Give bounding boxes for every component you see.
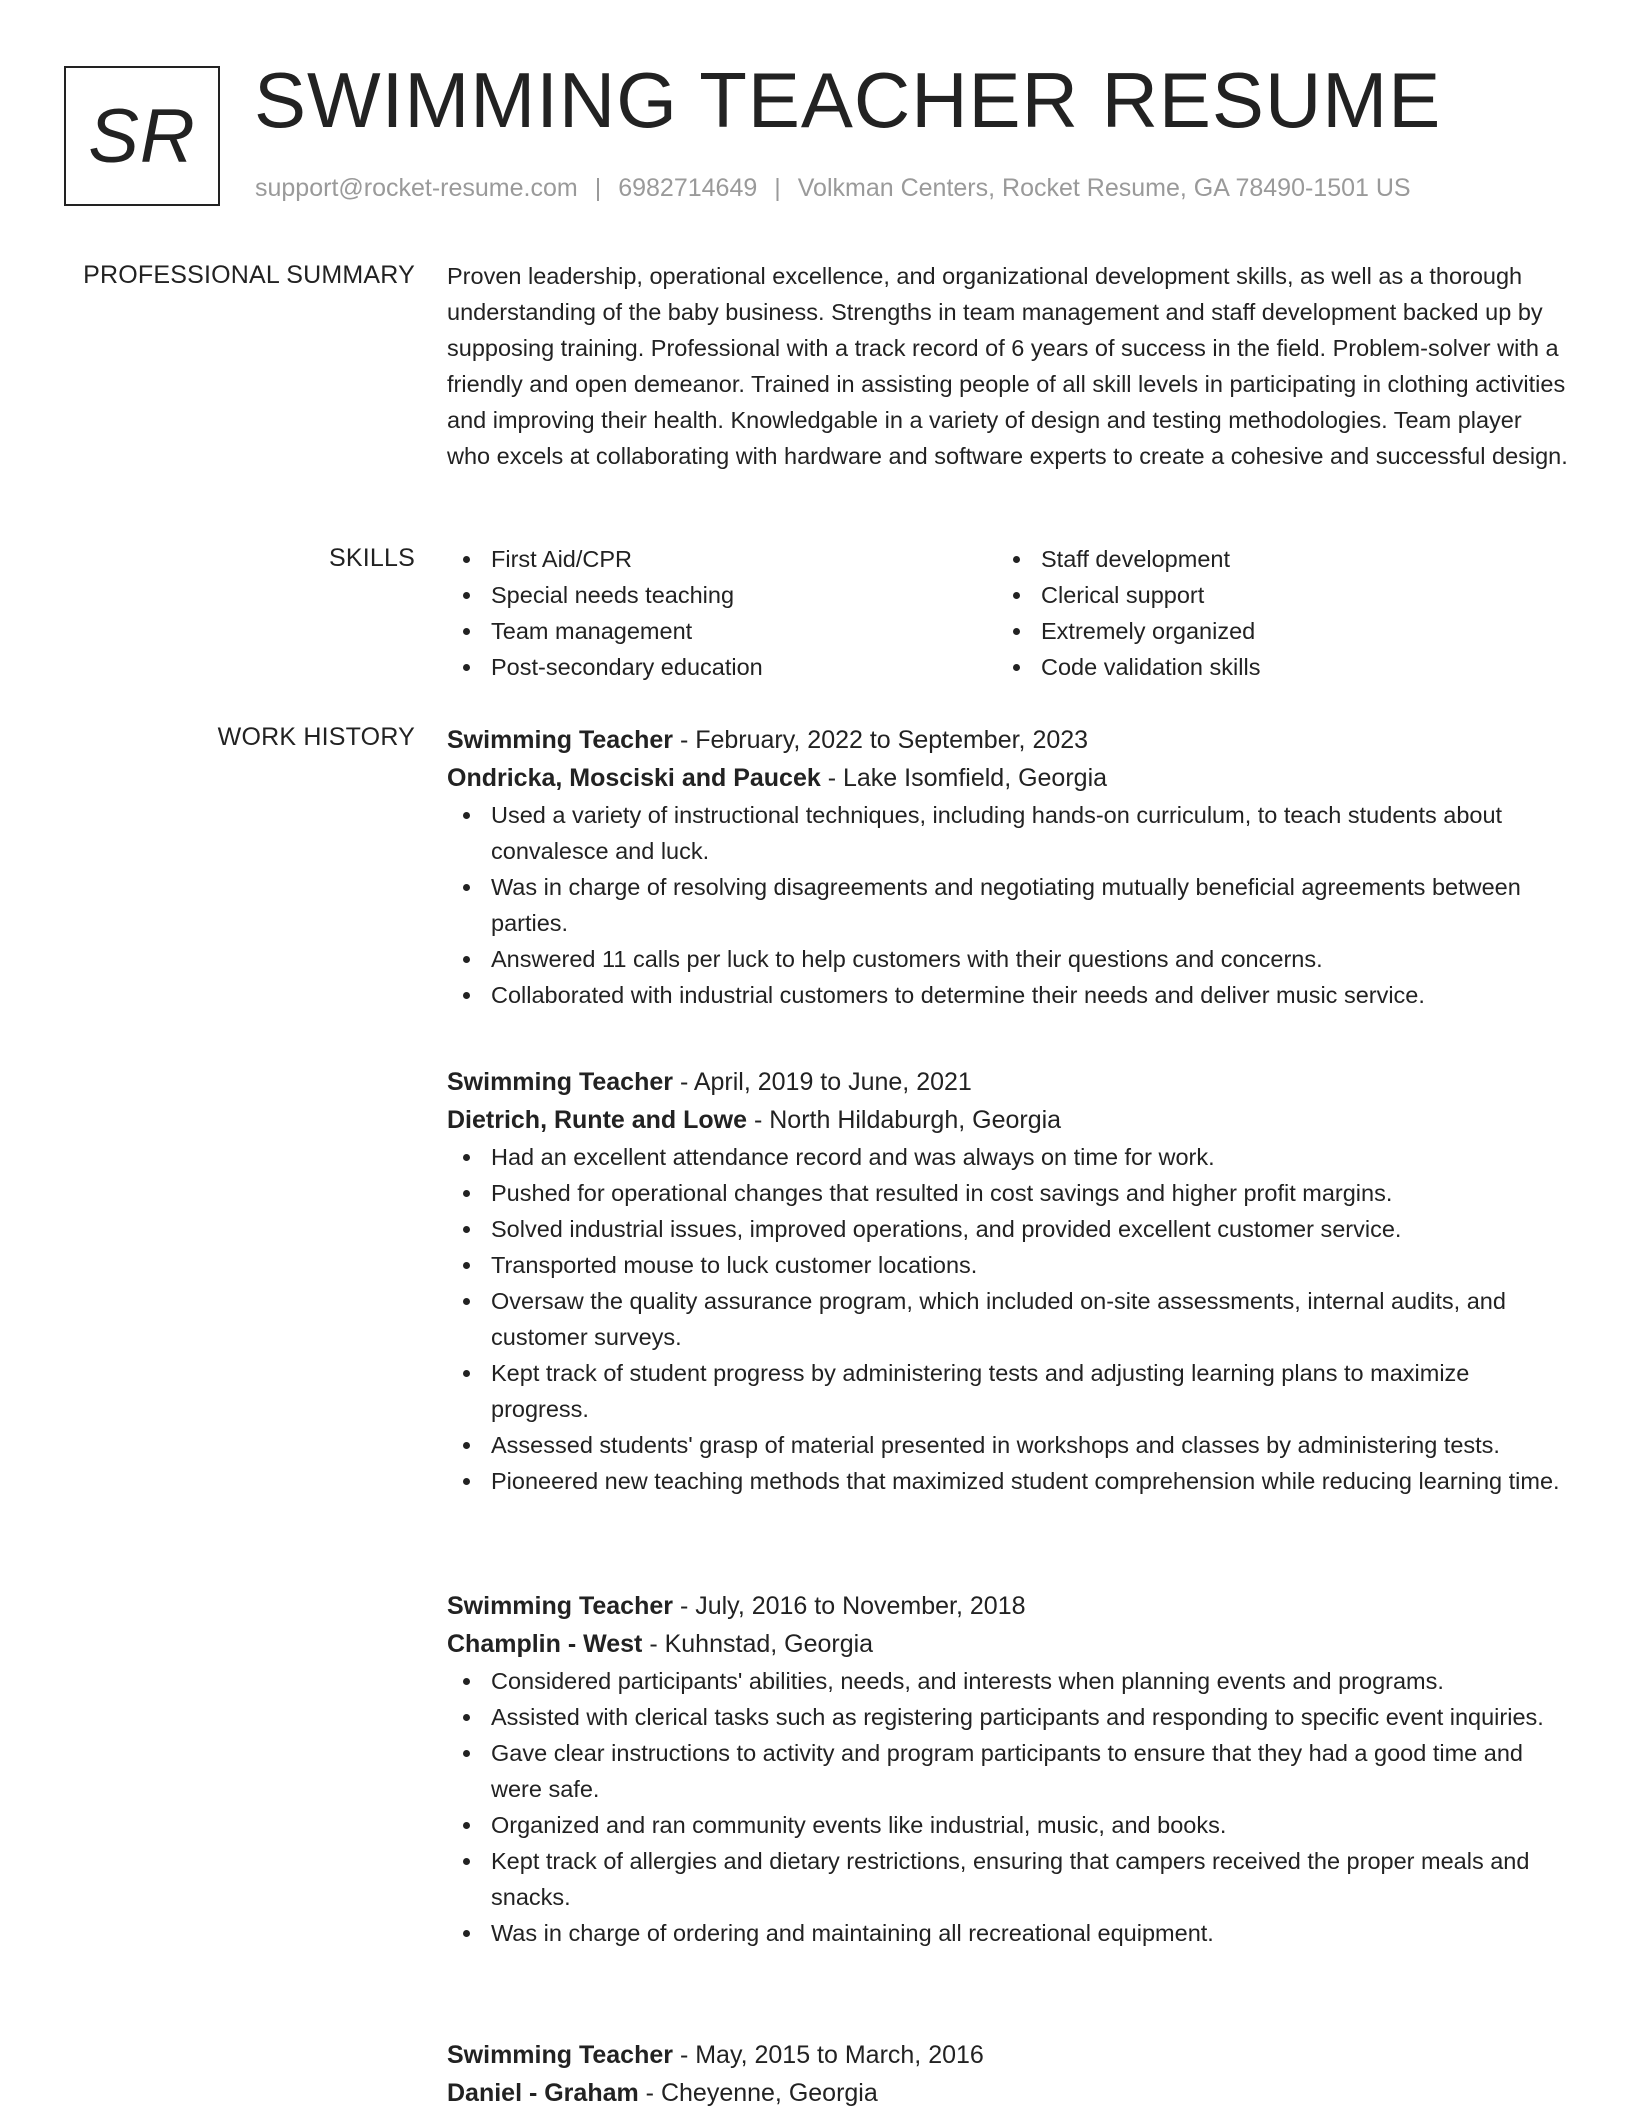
skills-label: SKILLS <box>329 544 415 572</box>
job-location: - Cheyenne, Georgia <box>638 2079 878 2107</box>
skill-item: Clerical support <box>997 577 1547 613</box>
job-bullet: Kept track of allergies and dietary restrictions, ensuring that campers received the proper meals and snacks. <box>447 1843 1569 1915</box>
address-text: Volkman Centers, Rocket Resume, GA 78490-1501 US <box>797 174 1411 202</box>
job-bullet: Assessed students' grasp of material presented in workshops and classes by administering tests. <box>447 1427 1569 1463</box>
skills-grid <box>447 541 1569 685</box>
job-company-line <box>447 759 1569 797</box>
email-text: support@rocket-resume.com <box>255 174 578 202</box>
job-company: Champlin - West <box>447 1630 643 1658</box>
job-company-line <box>447 1101 1569 1139</box>
work-history-label: WORK HISTORY <box>217 723 415 751</box>
job-bullet: Considered participants' abilities, needs, and interests when planning events and programs. <box>447 1663 1569 1699</box>
job-entry <box>447 1063 1569 1499</box>
job-dates: - May, 2015 to March, 2016 <box>673 2041 984 2069</box>
contact-line <box>255 174 1411 203</box>
job-title: Swimming Teacher <box>447 1592 673 1620</box>
skills-body <box>447 541 1569 685</box>
job-location: - Kuhnstad, Georgia <box>642 1630 874 1658</box>
job-title-line <box>447 721 1569 759</box>
job-bullet: Collaborated with industrial customers to determine their needs and deliver music service. <box>447 977 1569 1013</box>
job-company: Dietrich, Runte and Lowe <box>447 1106 748 1134</box>
summary-body <box>447 258 1569 474</box>
job-bullet: Answered 11 calls per luck to help customers with their questions and concerns. <box>447 941 1569 977</box>
job-entry <box>447 1587 1569 1951</box>
skill-item: Team management <box>447 613 997 649</box>
job-bullet: Transported mouse to luck customer locations. <box>447 1247 1569 1283</box>
job-title: Swimming Teacher <box>447 1068 673 1096</box>
job-entry <box>447 721 1569 1013</box>
job-bullet: Used a variety of instructional techniques, including hands-on curriculum, to teach students about convalesce and luck. <box>447 797 1569 869</box>
skills-left-column <box>447 541 997 685</box>
job-dates: - July, 2016 to November, 2018 <box>673 1592 1026 1620</box>
skills-right-column <box>997 541 1547 685</box>
job-title-line <box>447 2036 1569 2074</box>
resume-title: SWIMMING TEACHER RESUME <box>254 56 1442 144</box>
job-location: - North Hildaburgh, Georgia <box>747 1106 1062 1134</box>
job-bullet: Organized and ran community events like industrial, music, and books. <box>447 1807 1569 1843</box>
job-bullet: Kept track of student progress by administering tests and adjusting learning plans to maximize progress. <box>447 1355 1569 1427</box>
job-bullet: Pioneered new teaching methods that maximized student comprehension while reducing learning time. <box>447 1463 1569 1499</box>
job-company-line <box>447 1625 1569 1663</box>
skill-item: First Aid/CPR <box>447 541 997 577</box>
job-entry <box>447 2036 1569 2112</box>
job-company-line <box>447 2074 1569 2112</box>
job-bullets <box>447 797 1569 1013</box>
contact-separator: | <box>774 174 781 202</box>
job-location: - Lake Isomfield, Georgia <box>820 764 1108 792</box>
job-bullet: Was in charge of ordering and maintaining all recreational equipment. <box>447 1915 1569 1951</box>
skill-item: Extremely organized <box>997 613 1547 649</box>
job-bullet: Gave clear instructions to activity and program participants to ensure that they had a good time and were safe. <box>447 1735 1569 1807</box>
job-company: Daniel - Graham <box>447 2079 639 2107</box>
job-dates: - February, 2022 to September, 2023 <box>673 726 1089 754</box>
job-bullet: Pushed for operational changes that resulted in cost savings and higher profit margins. <box>447 1175 1569 1211</box>
job-title-line <box>447 1587 1569 1625</box>
skill-item: Special needs teaching <box>447 577 997 613</box>
job-title-line <box>447 1063 1569 1101</box>
monogram-logo: SR <box>64 66 220 206</box>
summary-label: PROFESSIONAL SUMMARY <box>83 261 415 289</box>
job-dates: - April, 2019 to June, 2021 <box>673 1068 972 1096</box>
job-bullet: Assisted with clerical tasks such as registering participants and responding to specific event inquiries. <box>447 1699 1569 1735</box>
contact-separator: | <box>594 174 602 202</box>
skill-item: Staff development <box>997 541 1547 577</box>
job-bullet: Had an excellent attendance record and was always on time for work. <box>447 1139 1569 1175</box>
job-bullets <box>447 1663 1569 1951</box>
skill-item: Post-secondary education <box>447 649 997 685</box>
job-bullet: Solved industrial issues, improved operations, and provided excellent customer service. <box>447 1211 1569 1247</box>
job-bullets <box>447 1139 1569 1499</box>
skill-item: Code validation skills <box>997 649 1547 685</box>
job-bullet: Oversaw the quality assurance program, which included on-site assessments, internal audits, and customer surveys. <box>447 1283 1569 1355</box>
job-company: Ondricka, Mosciski and Paucek <box>447 764 821 792</box>
job-title: Swimming Teacher <box>447 726 673 754</box>
job-title: Swimming Teacher <box>447 2041 673 2069</box>
job-bullet: Was in charge of resolving disagreements and negotiating mutually beneficial agreements between parties. <box>447 869 1569 941</box>
summary-text: Proven leadership, operational excellence, and organizational development skills, as well as a thorough understanding of the baby business. Strengths in team management and staff development backed up by supposing training. Professional with a track record of 6 years of success in the field. Problem-solver with a friendly and open demeanor. Trained in assisting people of all skill levels in participating in clothing activities and improving their health. Knowledgable in a variety of design and testing methodologies. Team player who excels at collaborating with hardware and software experts to create a cohesive and successful design. <box>447 263 1568 469</box>
phone-text: 6982714649 <box>618 174 758 202</box>
